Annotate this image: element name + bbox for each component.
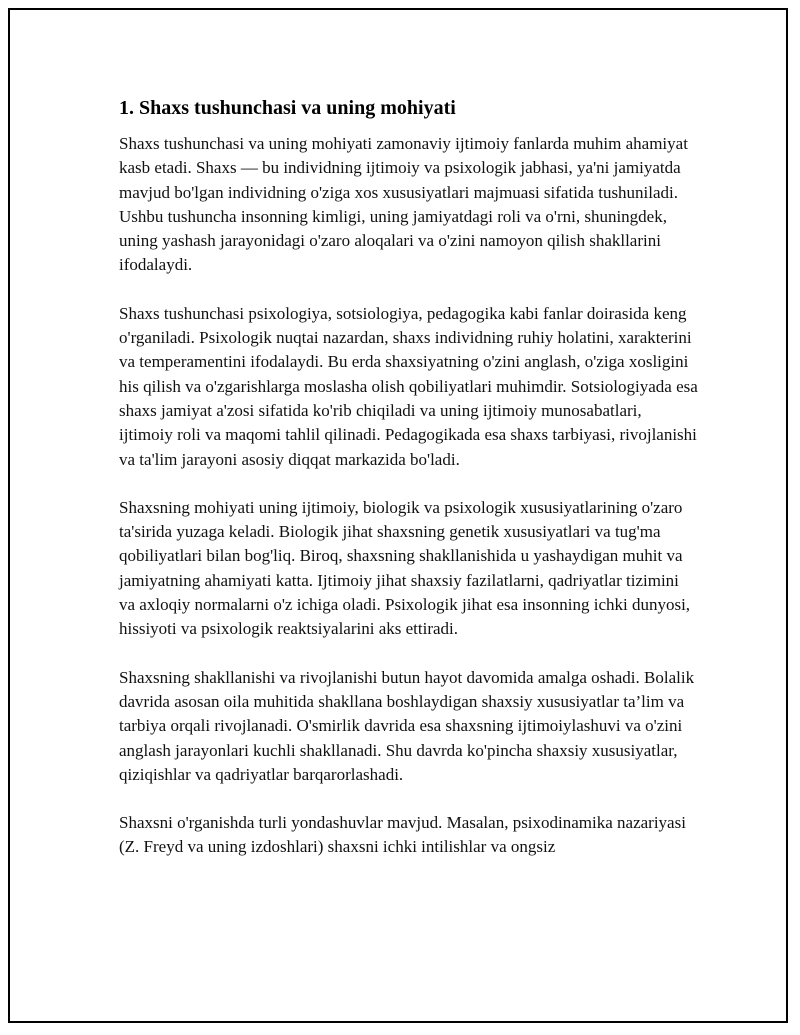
- document-body: [119, 96, 699, 884]
- page-frame: [8, 8, 788, 1023]
- paragraph-essence: Shaxsning mohiyati uning ijtimoiy, biologik va psixologik xususiyatlarining o'zaro ta'sirida yuzaga keladi. Biologik jihat shaxsning genetik xususiyatlari va tug'ma qobiliyatlari bilan bog'liq. Biroq, shaxsning shakllanishida u yashaydigan muhit va jamiyatning ahamiyati katta. Ijtimoiy jihat shaxsiy fazilatlarni, qadriyatlar tizimini va axloqiy normalarni o'z ichiga oladi. Psixologik jihat esa insonning ichki dunyosi, hissiyoti va psixologik reaktsiyalarini aks ettiradi.: [119, 497, 691, 639]
- paragraph-definition: Shaxs tushunchasi va uning mohiyati zamonaviy ijtimoiy fanlarda muhim ahamiyat kasb etadi. Shaxs — bu individning ijtimoiy va psixologik jabhasi, ya'ni jamiyatda mavjud bo'lgan individning o'ziga xos xususiyatlari majmuasi sifatida tushuniladi. Ushbu tushuncha insonning kimligi, uning jamiyatdagi roli va o'rni, shuningdek, uning yashash jarayonidagi o'zaro aloqalari va o'zini namoyon qilish shakllarini ifodalaydi.: [119, 134, 688, 275]
- section-heading: 1. Shaxs tushunchasi va uning mohiyati: [119, 97, 456, 119]
- paragraph-development: Shaxsning shakllanishi va rivojlanishi butun hayot davomida amalga oshadi. Bolalik davrida asosan oila muhitida shakllana boshlaydigan shaxsiy xususiyatlar ta’lim va tarbiya orqali rivojlanadi. O'smirlik davrida esa shaxsning ijtimoiylashuvi va o'zini anglash jarayonlari kuchli shakllanadi. Shu davrda ko'pincha shaxsiy xususiyatlar, qiziqishlar va qadriyatlar barqarorlashadi.: [119, 667, 695, 784]
- paragraph-approaches: Shaxsni o'rganishda turli yondashuvlar mavjud. Masalan, psixodinamika nazariyasi (Z. Freyd va uning izdoshlari) shaxsni ichki intilishlar va ongsiz: [119, 813, 686, 857]
- paragraph-disciplines: Shaxs tushunchasi psixologiya, sotsiologiya, pedagogika kabi fanlar doirasida keng o'rganiladi. Psixologik nuqtai nazardan, shaxs individning ruhiy holatini, xarakterini va temperamentini ifodalaydi. Bu erda shaxsiyatning o'zini anglash, o'ziga xosligini his qilish va o'zgarishlarga moslasha olish qobiliyatlari muhimdir. Sotsiologiyada esa shaxs jamiyat a'zosi sifatida ko'rib chiqiladi va uning ijtimoiy munosabatlari, ijtimoiy roli va maqomi tahlil qilinadi. Pedagogikada esa shaxs tarbiyasi, rivojlanishi va ta'lim jarayoni asosiy diqqat markazida bo'ladi.: [119, 303, 698, 469]
